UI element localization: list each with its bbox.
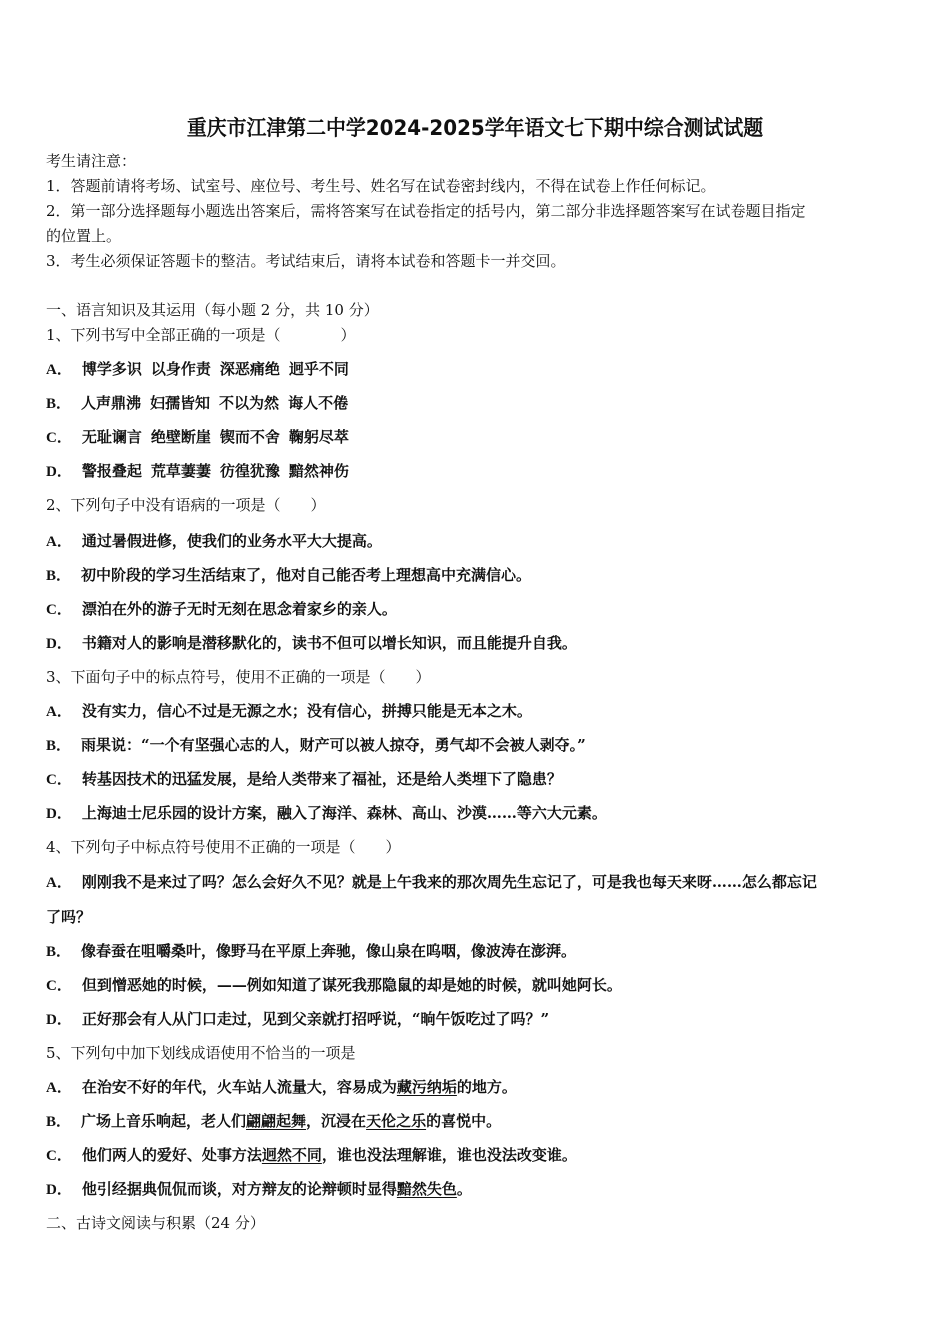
option-label: A． <box>46 534 72 550</box>
option-label: A． <box>46 362 72 378</box>
option-text: 通过暑假进修，使我们的业务水平大大提高。 <box>81 532 382 550</box>
option-word: 绝壁断崖 <box>150 428 211 446</box>
question-1-option-d <box>46 462 349 481</box>
question-4-option-b <box>46 942 576 961</box>
option-label: A． <box>46 1080 72 1096</box>
question-4-option-a <box>46 873 817 892</box>
option-label: B． <box>46 1114 72 1130</box>
option-word: 黯然神伤 <box>288 462 349 480</box>
underlined-idiom: 迥然不同 <box>261 1146 322 1164</box>
option-text: 像春蚕在咀嚼桑叶，像野马在平原上奔驰，像山泉在呜咽，像波涛在澎湃。 <box>81 942 577 960</box>
underlined-idiom: 翩翩起舞 <box>246 1112 307 1130</box>
question-1-option-c <box>46 428 349 447</box>
option-label: C． <box>46 1148 72 1164</box>
option-label: C． <box>46 772 72 788</box>
option-text: 。 <box>456 1180 472 1198</box>
option-word: 博学多识 <box>81 360 142 378</box>
option-text: 他们两人的爱好、处事方法 <box>81 1146 262 1164</box>
notice-item-2-cont: 的位置上。 <box>46 227 122 245</box>
option-text: 初中阶段的学习生活结束了，他对自己能否考上理想高中充满信心。 <box>81 566 532 584</box>
option-word: 不以为然 <box>219 394 280 412</box>
notice-item-2: 2．第一部分选择题每小题选出答案后，需将答案写在试卷指定的括号内，第二部分非选择题答案写在试卷题目指定 <box>46 202 806 220</box>
option-text: 雨果说：“一个有坚强心志的人，财产可以被人掠夺，勇气却不会被人剥夺。” <box>81 736 586 754</box>
option-text: 正好那会有人从门口走过，见到父亲就打招呼说，“晌午饭吃过了吗？” <box>81 1010 550 1028</box>
question-3-option-b <box>46 736 586 755</box>
option-word: 鞠躬尽萃 <box>288 428 349 446</box>
question-3-option-c <box>46 770 562 789</box>
question-2-stem: 2、下列句子中没有语病的一项是（ ） <box>46 496 326 514</box>
option-text: 转基因技术的迅猛发展，是给人类带来了福祉，还是给人类埋下了隐患？ <box>81 770 562 788</box>
question-1-option-a <box>46 360 349 379</box>
question-2-option-b <box>46 566 531 585</box>
option-text: 没有实力，信心不过是无源之水；没有信心，拼搏只能是无本之木。 <box>81 702 532 720</box>
option-word: 无耻谰言 <box>81 428 142 446</box>
option-text: 上海迪士尼乐园的设计方案，融入了海洋、森林、高山、沙漠……等六大元素。 <box>81 804 607 822</box>
option-word: 锲而不舍 <box>219 428 280 446</box>
question-2-option-d <box>46 634 577 653</box>
option-text: ，沉浸在 <box>306 1112 367 1130</box>
question-5-option-b <box>46 1112 501 1131</box>
option-label: B． <box>46 568 72 584</box>
option-label: B． <box>46 738 72 754</box>
option-word: 深恶痛绝 <box>219 360 280 378</box>
option-word: 荒草萋萋 <box>150 462 211 480</box>
question-2-option-a <box>46 532 382 551</box>
notice-heading: 考生请注意： <box>46 152 137 170</box>
option-text: 书籍对人的影响是潜移默化的，读书不但可以增长知识，而且能提升自我。 <box>81 634 577 652</box>
option-word: 诲人不倦 <box>288 394 349 412</box>
option-label: B． <box>46 396 72 412</box>
option-text: 的喜悦中。 <box>426 1112 502 1130</box>
option-word: 警报叠起 <box>81 462 142 480</box>
option-label: B． <box>46 944 72 960</box>
option-text: 但到憎恶她的时候，——例如知道了谋死我那隐鼠的却是她的时候，就叫她阿长。 <box>81 976 622 994</box>
option-text: 广场上音乐响起，老人们 <box>81 1112 247 1130</box>
option-text: 的地方。 <box>456 1078 517 1096</box>
option-text: 在治安不好的年代，火车站人流量大，容易成为 <box>81 1078 397 1096</box>
question-2-option-c <box>46 600 397 619</box>
option-word: 彷徨犹豫 <box>219 462 280 480</box>
option-label: A． <box>46 875 72 891</box>
option-label: C． <box>46 430 72 446</box>
question-5-option-d <box>46 1180 472 1199</box>
notice-item-3: 3．考生必须保证答题卡的整洁。考试结束后，请将本试卷和答题卡一并交回。 <box>46 252 566 270</box>
option-label: D． <box>46 1182 72 1198</box>
option-text: 刚刚我不是来过了吗？怎么会好久不见？就是上午我来的那次周先生忘记了，可是我也每天来呀……怎么都忘记 <box>81 873 817 891</box>
underlined-idiom: 藏污纳垢 <box>396 1078 457 1096</box>
question-4-stem: 4、下列句子中标点符号使用不正确的一项是（ ） <box>46 838 401 856</box>
question-5-option-c <box>46 1146 577 1165</box>
question-4-option-a-cont: 了吗？ <box>46 908 92 926</box>
option-label: D． <box>46 464 72 480</box>
option-word: 以身作责 <box>150 360 211 378</box>
question-4-option-d <box>46 1010 549 1029</box>
question-5-stem: 5、下列句中加下划线成语使用不恰当的一项是 <box>46 1044 356 1062</box>
option-label: C． <box>46 602 72 618</box>
question-5-option-a <box>46 1078 517 1097</box>
question-3-option-d <box>46 804 607 823</box>
section-1-heading: 一、语言知识及其运用（每小题 2 分，共 10 分） <box>46 301 379 319</box>
option-label: C． <box>46 978 72 994</box>
option-label: D． <box>46 1012 72 1028</box>
option-text: ，谁也没法理解谁，谁也没法改变谁。 <box>321 1146 577 1164</box>
section-2-heading: 二、古诗文阅读与积累（24 分） <box>46 1214 265 1232</box>
underlined-idiom: 天伦之乐 <box>366 1112 427 1130</box>
option-label: D． <box>46 806 72 822</box>
question-1-option-b <box>46 394 348 413</box>
option-label: D． <box>46 636 72 652</box>
option-text: 他引经据典侃侃而谈，对方辩友的论辩顿时显得 <box>81 1180 397 1198</box>
question-4-option-c <box>46 976 622 995</box>
question-3-stem: 3、下面句子中的标点符号，使用不正确的一项是（ ） <box>46 668 431 686</box>
underlined-idiom: 黯然失色 <box>396 1180 457 1198</box>
notice-item-1: 1．答题前请将考场、试室号、座位号、考生号、姓名写在试卷密封线内，不得在试卷上作任何标记。 <box>46 177 716 195</box>
option-label: A． <box>46 704 72 720</box>
page-title: 重庆市江津第二中学2024-2025学年语文七下期中综合测试试题 <box>186 116 764 140</box>
option-word: 迥乎不同 <box>288 360 349 378</box>
question-1-stem: 1、下列书写中全部正确的一项是（ ） <box>46 326 356 344</box>
option-word: 人声鼎沸 <box>81 394 142 412</box>
option-word: 妇孺皆知 <box>150 394 211 412</box>
question-3-option-a <box>46 702 532 721</box>
option-text: 漂泊在外的游子无时无刻在思念着家乡的亲人。 <box>81 600 397 618</box>
